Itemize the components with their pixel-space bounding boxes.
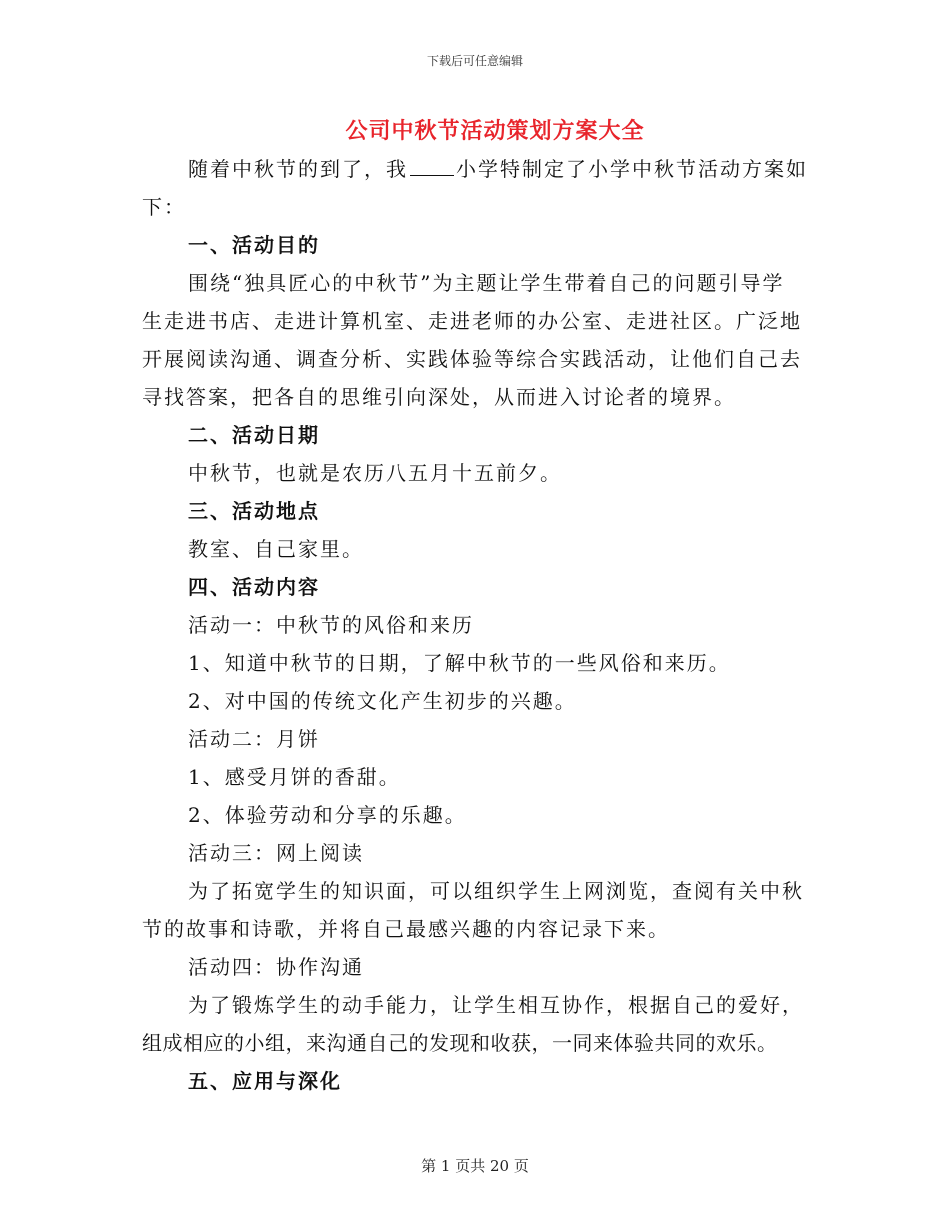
activity-title: 活动二：月饼 <box>188 727 320 751</box>
section-heading-date: 二、活动日期 <box>188 423 320 447</box>
paragraph-line: 生走进书店、走进计算机室、走进老师的办公室、走进社区。广泛地 <box>142 309 802 333</box>
list-item: 2、体验劳动和分享的乐趣。 <box>188 803 467 827</box>
intro-line <box>142 150 808 188</box>
paragraph-line: 围绕“独具匠心的中秋节”为主题让学生带着自己的问题引导学 <box>188 271 785 295</box>
intro-text-b: 小学特制定了小学中秋节活动方案如 <box>456 157 808 181</box>
section-heading-application: 五、应用与深化 <box>188 1069 342 1093</box>
activity-title: 活动三：网上阅读 <box>188 841 364 865</box>
paragraph-line: 开展阅读沟通、调查分析、实践体验等综合实践活动，让他们自己去 <box>142 347 802 371</box>
paragraph-line: 为了锻炼学生的动手能力，让学生相互协作，根据自己的爱好， <box>188 993 804 1017</box>
paragraph-line: 寻找答案，把各自的思维引向深处，从而进入讨论者的境界。 <box>142 385 736 409</box>
paragraph-line: 中秋节，也就是农历八五月十五前夕。 <box>188 461 562 485</box>
section-heading-content: 四、活动内容 <box>188 575 320 599</box>
document-body <box>142 150 808 1100</box>
document-title: 公司中秋节活动策划方案大全 <box>345 118 645 144</box>
list-item: 1、知道中秋节的日期，了解中秋节的一些风俗和来历。 <box>188 651 731 675</box>
activity-title: 活动四：协作沟通 <box>188 955 364 979</box>
section-heading-location: 三、活动地点 <box>188 499 320 523</box>
paragraph-line: 教室、自己家里。 <box>188 537 364 561</box>
section-heading-purpose: 一、活动目的 <box>188 233 320 257</box>
page-number: 第 1 页共 20 页 <box>421 1157 529 1175</box>
intro-line-2: 下： <box>142 195 186 219</box>
paragraph-line: 节的故事和诗歌，并将自己最感兴趣的内容记录下来。 <box>142 917 670 941</box>
intro-text-a: 随着中秋节的到了，我 <box>188 157 408 181</box>
paragraph-line: 为了拓宽学生的知识面，可以组织学生上网浏览，查阅有关中秋 <box>188 879 804 903</box>
fill-in-blank <box>410 153 454 176</box>
list-item: 2、对中国的传统文化产生初步的兴趣。 <box>188 689 577 713</box>
list-item: 1、感受月饼的香甜。 <box>188 765 401 789</box>
page-header-note: 下载后可任意编辑 <box>426 54 523 68</box>
paragraph-line: 组成相应的小组，来沟通自己的发现和收获，一同来体验共同的欢乐。 <box>142 1031 778 1055</box>
activity-title: 活动一：中秋节的风俗和来历 <box>188 613 474 637</box>
